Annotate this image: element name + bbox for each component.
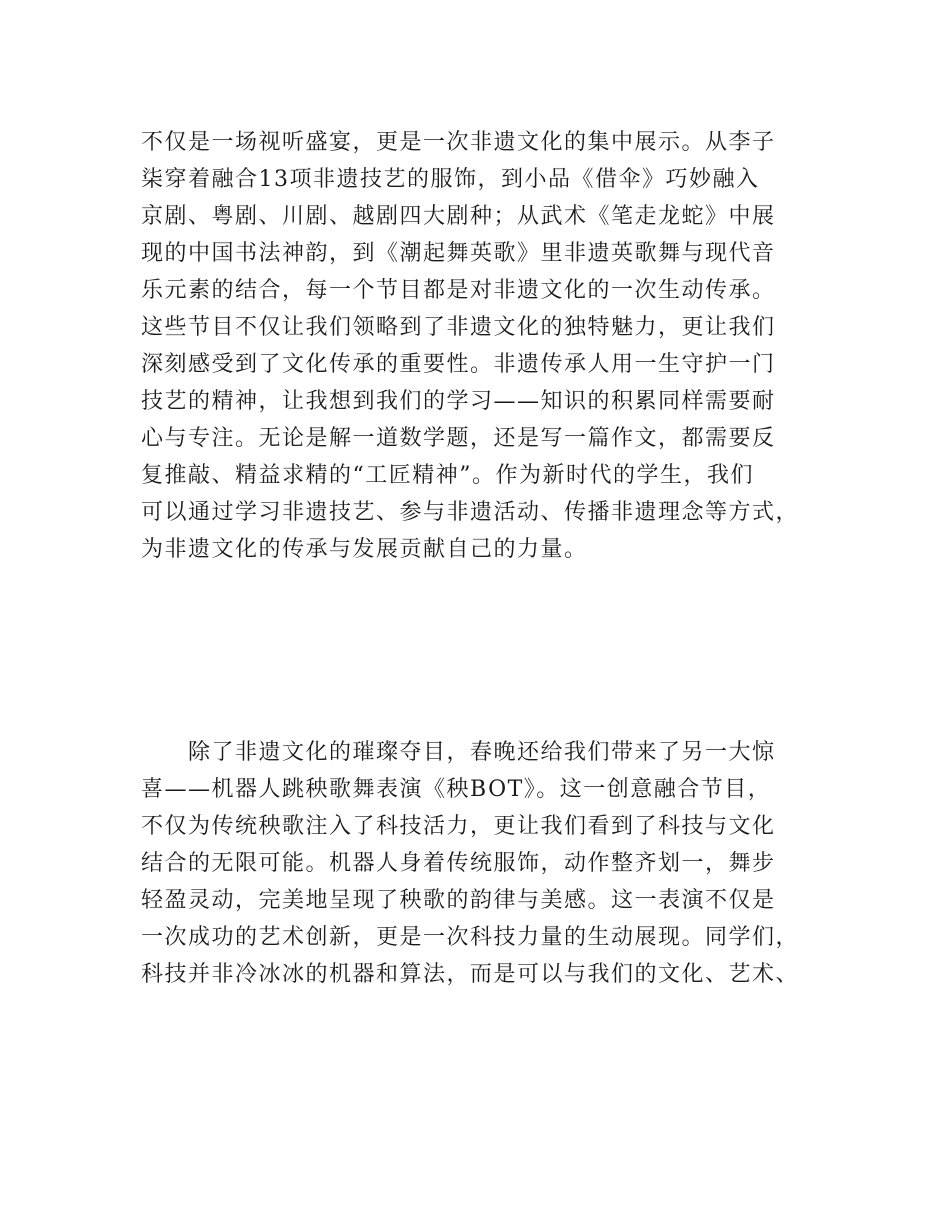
paragraph-line: 柒穿着融合13项非遗技艺的服饰，到小品《借伞》巧妙融入 <box>141 167 760 192</box>
paragraph-line: 不仅为传统秧歌注入了科技活力，更让我们看到了科技与文化 <box>141 814 776 839</box>
paragraph-line: 技艺的精神，让我想到我们的学习——知识的积累同样需要耐 <box>141 389 776 414</box>
paragraph-line: 深刻感受到了文化传承的重要性。非遗传承人用一生守护一门 <box>141 352 776 377</box>
paragraph-line: 复推敲、精益求精的“工匠精神”。作为新时代的学生，我们 <box>141 463 754 488</box>
paragraph-line: 不仅是一场视听盛宴，更是一次非遗文化的集中展示。从李子 <box>141 130 776 155</box>
paragraph-line: 结合的无限可能。机器人身着传统服饰，动作整齐划一，舞步 <box>141 851 776 876</box>
paragraph-line: 可以通过学习非遗技艺、参与非遗活动、传播非遗理念等方式， <box>141 500 800 525</box>
paragraph-line: 乐元素的结合，每一个节目都是对非遗文化的一次生动传承。 <box>141 278 776 303</box>
paragraph-line: 心与专注。无论是解一道数学题，还是写一篇作文，都需要反 <box>141 426 776 451</box>
paragraph-line: 这些节目不仅让我们领略到了非遗文化的独特魅力，更让我们 <box>141 315 776 340</box>
paragraph-line: 一次成功的艺术创新，更是一次科技力量的生动展现。同学们， <box>141 925 800 950</box>
paragraph-line: 科技并非冷冰冰的机器和算法，而是可以与我们的文化、艺术、 <box>141 962 800 987</box>
paragraph-line: 喜——机器人跳秧歌舞表演《秧BOT》。这一创意融合节目， <box>141 777 772 802</box>
paragraph-line: 轻盈灵动，完美地呈现了秧歌的韵律与美感。这一表演不仅是 <box>141 888 776 913</box>
paragraph-line: 京剧、粤剧、川剧、越剧四大剧种；从武术《笔走龙蛇》中展 <box>141 204 776 229</box>
paragraph-2 <box>141 734 841 993</box>
paragraph-line: 除了非遗文化的璀璨夺目，春晚还给我们带来了另一大惊 <box>188 740 776 765</box>
paragraph-line: 为非遗文化的传承与发展贡献自己的力量。 <box>141 537 588 562</box>
paragraph-1 <box>141 124 841 568</box>
paragraph-line: 现的中国书法神韵，到《潮起舞英歌》里非遗英歌舞与现代音 <box>141 241 776 266</box>
